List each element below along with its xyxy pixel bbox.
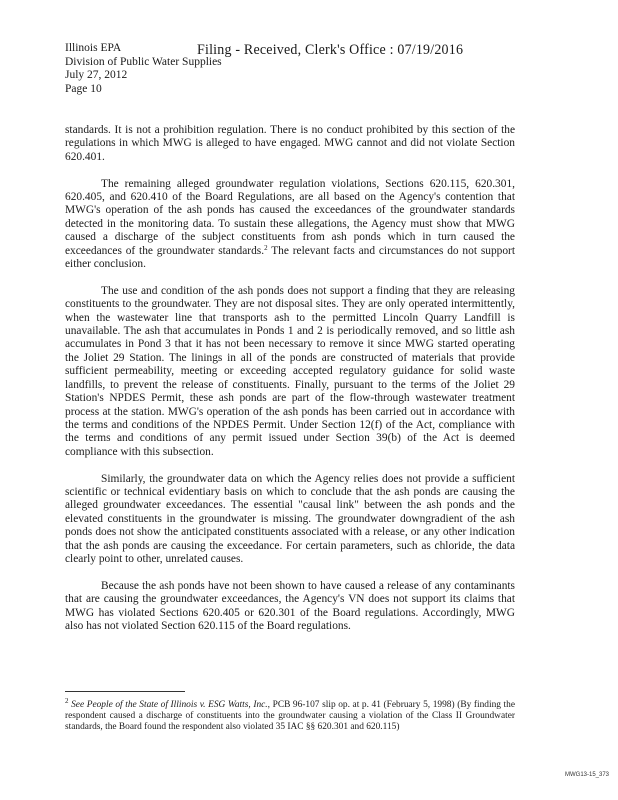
letterhead-page-number: Page 10	[65, 82, 102, 95]
footnote-divider	[65, 691, 185, 692]
paragraph-text: The remaining alleged groundwater regulation violations, Sections 620.115, 620.301, 620.405, and 620.410 of the Board Regulations, are all based on the Agency's contention that MWG's operation of the ash ponds has caused the exceedances of the groundwater standards detected in the monitoring data. To sustain these allegations, the Agency must show that MWG caused a discharge of the subject constituents from ash ponds which in turn caused the exceedances of the groundwater standards.	[65, 177, 515, 257]
filing-stamp: Filing - Received, Clerk's Office : 07/19/2016	[197, 42, 464, 59]
bates-number: MWG13-15_373	[565, 772, 610, 778]
footnote-reference[interactable]: 2	[264, 243, 268, 252]
paragraph-text: The relevant facts and circumstances do not support either conclusion.	[65, 244, 515, 271]
paragraph-groundwater-data: Similarly, the groundwater data on which the Agency relies does not provide a sufficient scientific or technical evidentiary basis on which to conclude that the ash ponds are causing the alleged groundwater exceedances. The essential "causal link" between the ash ponds and the elevated constituents in the groundwater is missing. The groundwater downgradient of the ash ponds does not show the anticipated constituents associated with a release, or any other indication that the ash ponds are causing the exceedance. For certain parameters, such as chloride, the data clearly point to other, unrelated causes.	[65, 472, 515, 565]
footnote	[65, 697, 516, 733]
footnote-case-citation: See People of the State of Illinois v. ESG Watts, Inc.	[71, 700, 268, 710]
letterhead-division: Division of Public Water Supplies	[65, 55, 222, 68]
letterhead-date: July 27, 2012	[65, 69, 128, 81]
footnote-text: , PCB 96-107 slip op. at p. 41 (February 5, 1998) (By finding the respondent caused a discharge of constituents into the groundwater causing a violation of the Class II Groundwater standards, the Board found the respondent also violated 35 IAC §§ 620.301 and 620.115)	[65, 700, 516, 732]
paragraph-conclusion: Because the ash ponds have not been shown to have caused a release of any contaminants that are causing the groundwater exceedances, the Agency's VN does not support its claims that MWG has violated Sections 620.405 or 620.301 of the Board regulations. Accordingly, MWG also has not violated Section 620.115 of the Board regulations.	[65, 579, 515, 632]
paragraph-continuation: standards. It is not a prohibition regulation. There is no conduct prohibited by this section of the regulations in which MWG is alleged to have engaged. MWG cannot and did not violate Section 620.401.	[65, 124, 515, 163]
letterhead-agency: Illinois EPA	[65, 42, 122, 54]
paragraph-remaining-violations	[65, 178, 515, 272]
footnote-marker: 2	[65, 697, 69, 705]
paragraph-ash-ponds-condition: The use and condition of the ash ponds does not support a finding that they are releasing constituents to the groundwater. They are not disposal sites. They are only operated intermittently, when the wastewater line that transports ash to the permitted Lincoln Quarry Landfill is unavailable. The ash that accumulates in Ponds 1 and 2 is periodically removed, and so little ash accumulates in Pond 3 that it has not been necessary to remove it since MWG started operating the Joliet 29 Station. The linings in all of the ponds are constructed of materials that provide sufficient permeability, meeting or exceeding accepted regulatory guidance for solid waste landfills, to prevent the release of constituents. Finally, pursuant to the terms of the Joliet 29 Station's NPDES Permit, these ash ponds are part of the flow-through wastewater treatment process at the station. MWG's operation of the ash ponds has been carried out in accordance with the terms and conditions of the NPDES Permit. Under Section 12(f) of the Act, compliance with the terms and conditions of any permit issued under Section 39(b) of the Act is deemed compliance with this subsection.	[65, 284, 515, 458]
document-body	[65, 124, 515, 647]
